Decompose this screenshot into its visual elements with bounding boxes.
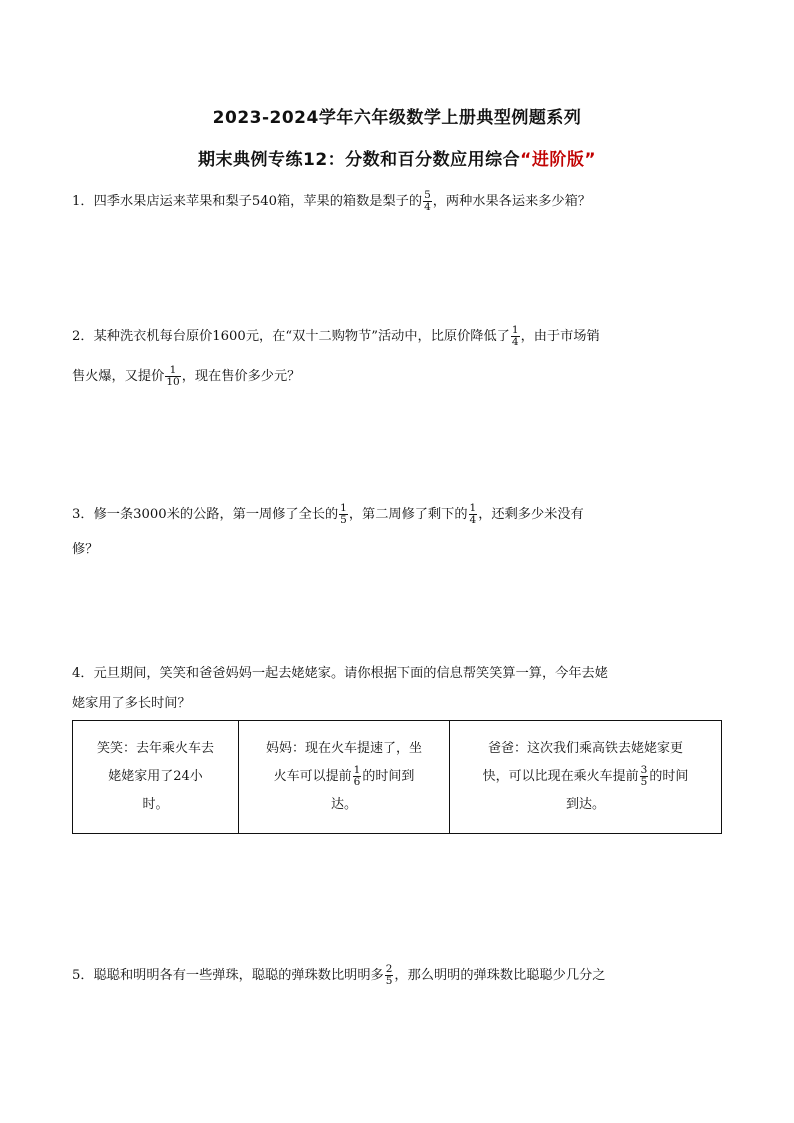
subtitle-tag: “进阶版”	[520, 150, 597, 170]
question-text: ，两种水果各运来多少箱？	[432, 194, 591, 209]
fraction	[385, 964, 394, 987]
question-5	[72, 964, 722, 987]
fraction-denominator: 4	[469, 514, 477, 526]
cell-line: 到达。	[565, 797, 605, 812]
question-3	[72, 503, 722, 526]
fraction-numerator: 1	[165, 365, 180, 377]
fraction-denominator: 5	[640, 776, 648, 788]
fraction	[353, 765, 362, 788]
question-number: 5．	[72, 968, 94, 983]
question-text: ，还剩多少米没有	[478, 507, 584, 522]
fraction-numerator: 1	[340, 502, 347, 514]
question-text: ，那么明明的弹珠数比聪聪少几分之	[394, 968, 606, 983]
fraction-numerator: 1	[469, 502, 477, 514]
cell-line: 姥姥家用了24小	[108, 769, 203, 784]
fraction	[511, 325, 520, 348]
document-title: 2023-2024学年六年级数学上册典型例题系列	[212, 108, 582, 128]
question-text: 元旦期间，笑笑和爸爸妈妈一起去姥姥家。请你根据下面的信息帮笑笑算一算，今年去姥	[93, 666, 608, 681]
question-text: 修一条3000米的公路，第一周修了全长的	[93, 507, 339, 522]
fraction-numerator: 1	[353, 764, 361, 776]
cell-line: 时。	[142, 797, 169, 812]
question-2-continued	[72, 365, 722, 388]
fraction-denominator: 5	[340, 514, 347, 526]
cell-line: 妈妈：现在火车提速了，坐	[265, 741, 422, 756]
fraction-denominator: 4	[424, 201, 431, 213]
question-number: 3．	[72, 507, 94, 522]
cell-line	[249, 763, 439, 791]
fraction-numerator: 2	[385, 963, 393, 975]
info-cell-mom	[239, 721, 450, 834]
question-text: 某种洗衣机每台原价1600元，在“双十二购物节”活动中，比原价降低了	[93, 329, 510, 344]
table-row	[73, 721, 722, 834]
fraction	[640, 765, 649, 788]
info-cell-dad	[450, 721, 722, 834]
question-text: ，第二周修了剩下的	[348, 507, 468, 522]
fraction	[423, 190, 432, 213]
fraction	[339, 503, 348, 526]
subtitle-main: 期末典例专练12：分数和百分数应用综合	[197, 150, 521, 170]
question-text: 四季水果店运来苹果和梨子540箱，苹果的箱数是梨子的	[93, 194, 423, 209]
cell-line	[460, 763, 711, 791]
question-text: 聪聪和明明各有一些弹珠，聪聪的弹珠数比明明多	[93, 968, 384, 983]
question-text: 修？	[72, 542, 99, 557]
cell-text: 火车可以提前	[273, 769, 352, 784]
question-number: 4．	[72, 666, 94, 681]
info-cell-xiaoxiao	[73, 721, 239, 834]
fraction-denominator: 10	[166, 376, 180, 388]
question-1	[72, 190, 722, 213]
question-4	[72, 664, 722, 684]
fraction-numerator: 3	[640, 764, 648, 776]
fraction-denominator: 4	[511, 336, 519, 348]
question-number: 1．	[72, 194, 94, 209]
question-3-continued	[72, 540, 722, 560]
cell-line: 笑笑：去年乘火车去	[96, 741, 214, 756]
fraction	[469, 503, 478, 526]
cell-text: 的时间到	[362, 769, 415, 784]
fraction-numerator: 5	[424, 189, 431, 201]
fraction-denominator: 6	[353, 776, 361, 788]
question-text: 售火爆，又提价	[72, 369, 165, 384]
question-2	[72, 325, 722, 348]
question-number: 2．	[72, 329, 94, 344]
document-subtitle	[0, 145, 794, 170]
question-4-continued	[72, 694, 722, 714]
cell-line: 达。	[330, 797, 357, 812]
question-text: ，现在售价多少元？	[181, 369, 301, 384]
question-text: 姥家用了多长时间？	[72, 696, 191, 711]
fraction	[165, 365, 180, 388]
fraction-denominator: 5	[385, 975, 393, 987]
cell-text: 的时间	[649, 769, 689, 784]
fraction-numerator: 1	[511, 324, 519, 336]
cell-line: 爸爸：这次我们乘高铁去姥姥家更	[487, 741, 683, 756]
question-text: ，由于市场销	[520, 329, 600, 344]
cell-text: 快，可以比现在乘火车提前	[482, 769, 639, 784]
info-table	[72, 720, 722, 834]
